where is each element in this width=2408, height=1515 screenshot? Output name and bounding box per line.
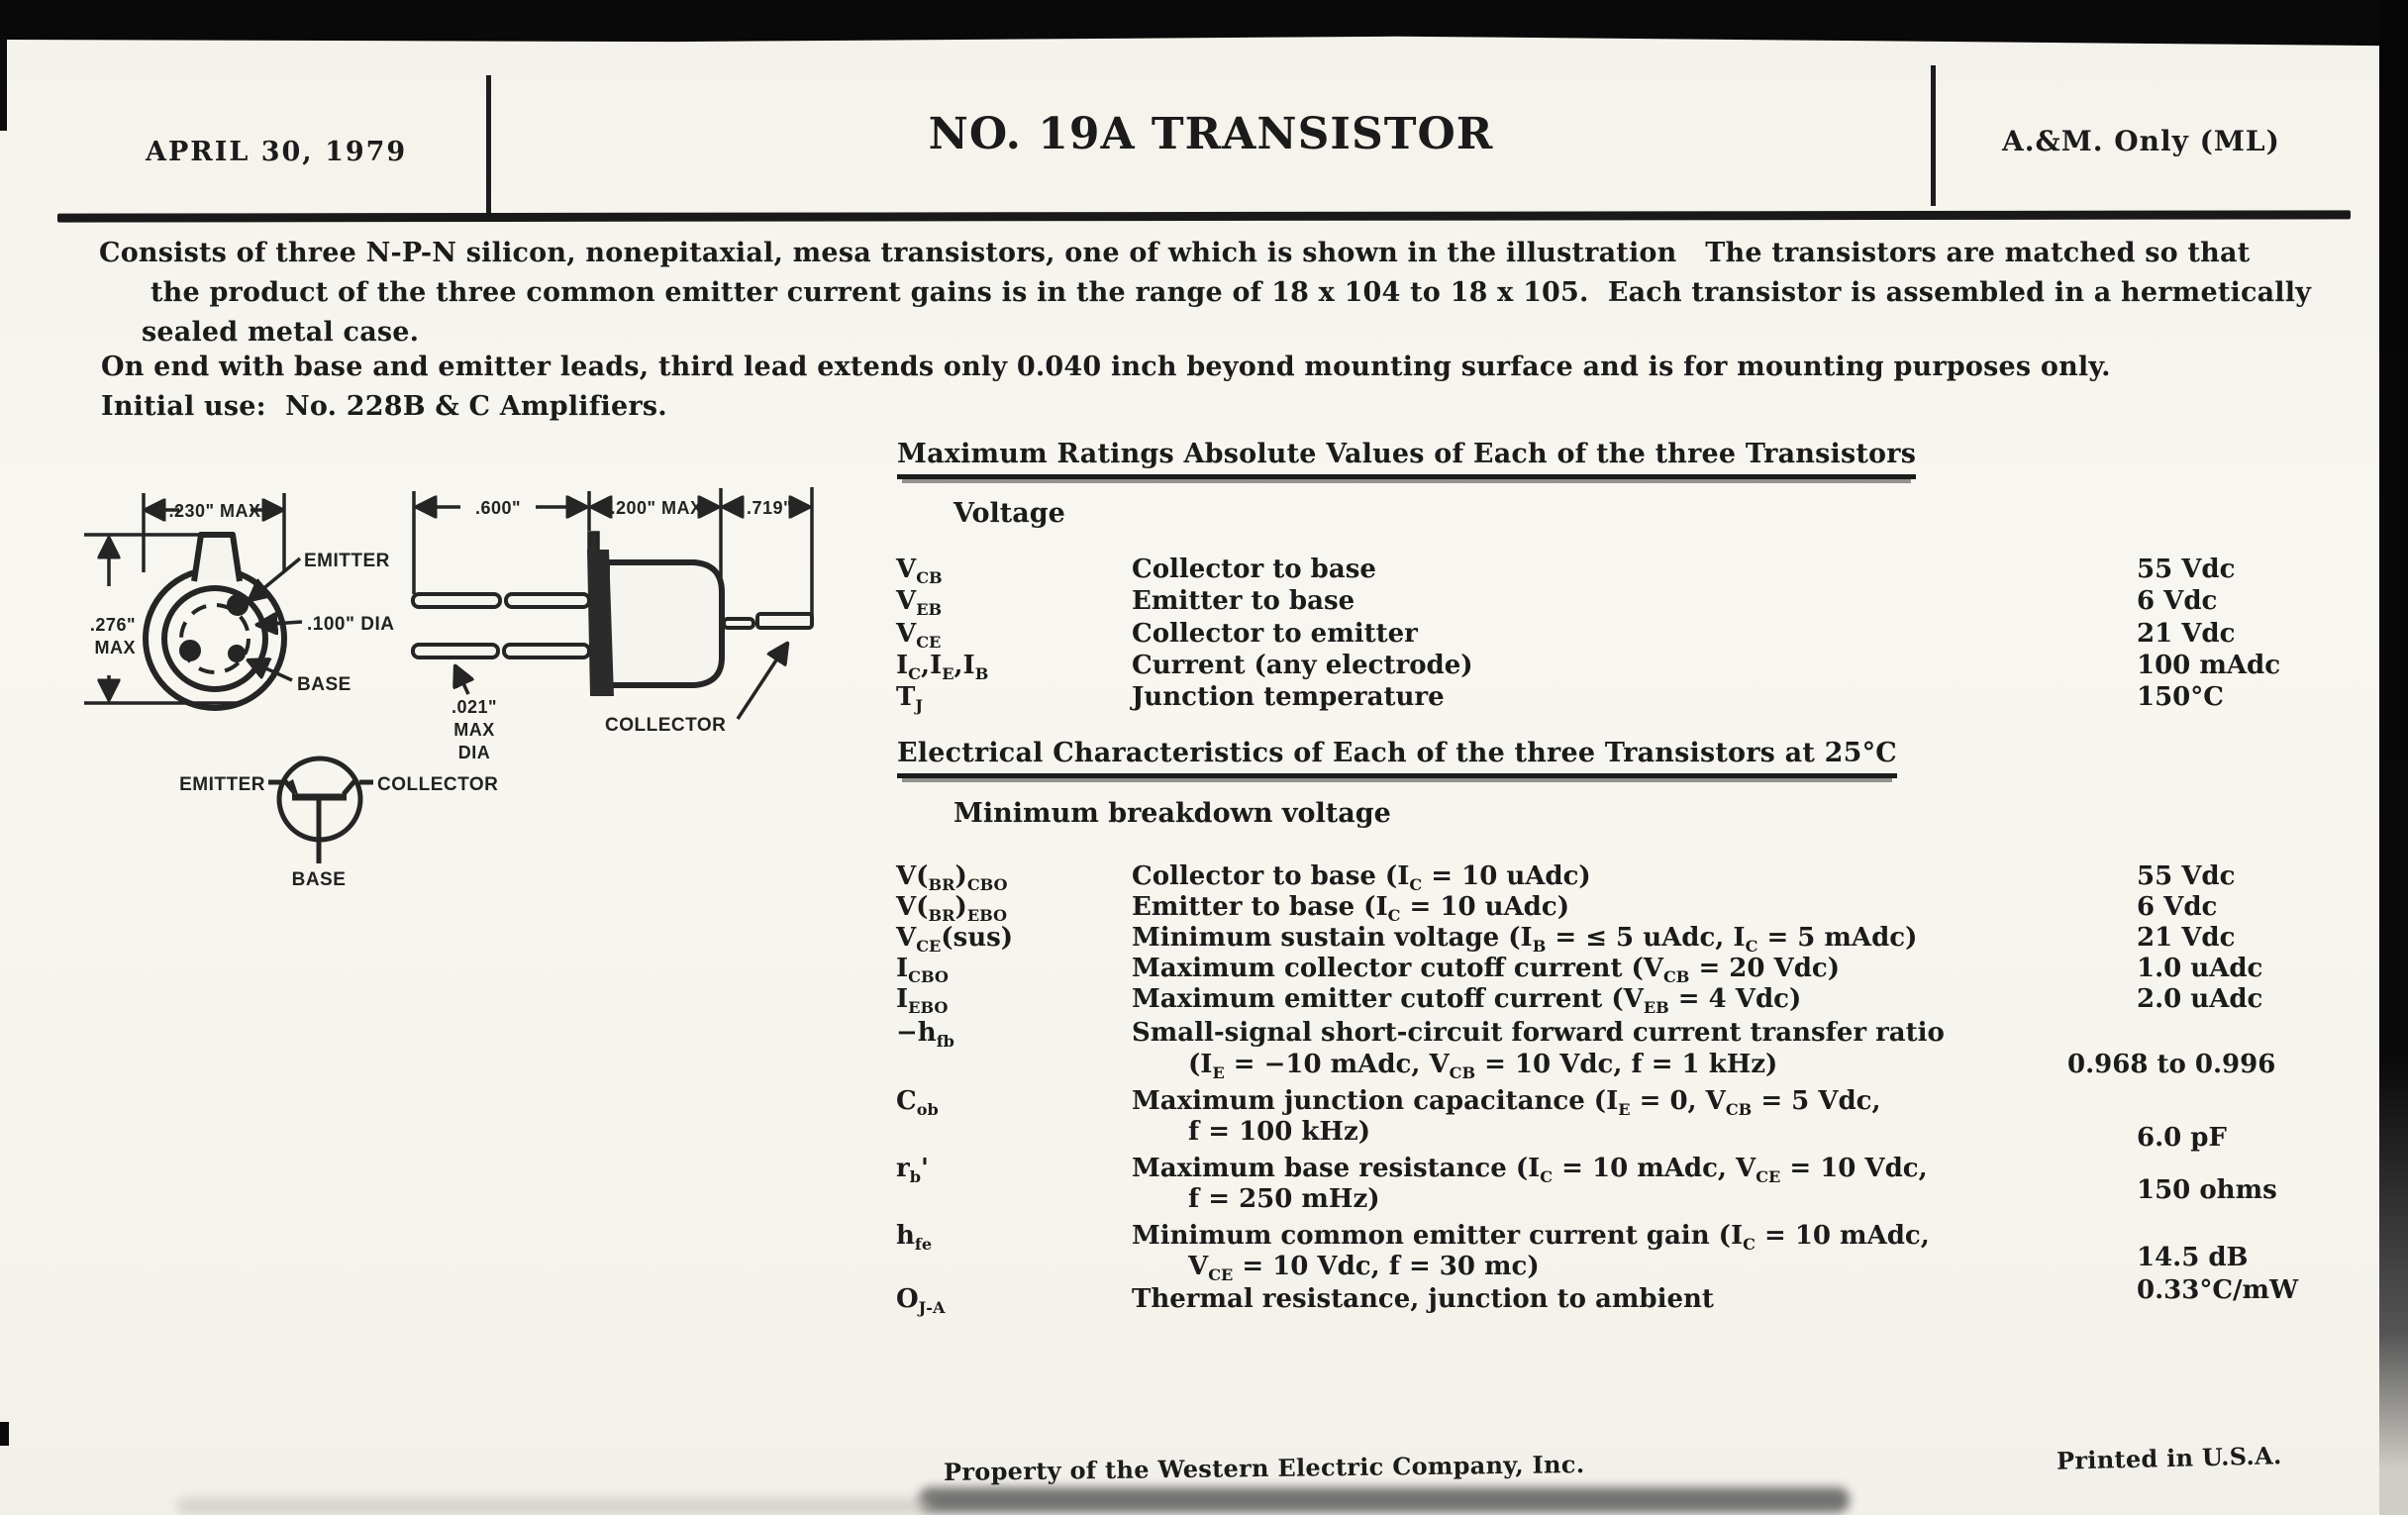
dim-height-label: MAX	[94, 638, 136, 657]
symbol-cell: $V_{CB}$	[896, 555, 943, 588]
characteristic-row	[896, 923, 2381, 957]
symbol-cell: $h_{fe}$	[896, 1221, 933, 1255]
emitter-leader	[250, 558, 300, 600]
symbol-collector-label: COLLECTOR	[377, 774, 499, 795]
collector-lead	[757, 614, 812, 628]
description-cell: Thermal resistance, junction to ambient	[1132, 1284, 1714, 1314]
symbol-cell: $T_J$	[896, 682, 923, 716]
mount-pin	[182, 643, 198, 658]
symbol-cell: $-h_{fb}$	[896, 1018, 954, 1052]
emitter-lead	[506, 594, 589, 607]
symbol-cell: $r_b'$	[896, 1154, 929, 1187]
symbol-cell: $V(_{BR})_{CBO}$	[896, 861, 1008, 895]
description-cell: Small-signal short-circuit forward current transfer ratio	[1132, 1018, 1945, 1048]
characteristic-row	[896, 1175, 2381, 1218]
can-length-dim: .200" MAX	[610, 498, 703, 518]
characteristic-row	[896, 954, 2381, 987]
scan-smudge-light	[178, 1499, 931, 1513]
symbol-base-label: BASE	[291, 869, 347, 890]
electrical-heading: Electrical Characteristics of Each of the three Transistors at 25°C	[897, 738, 1897, 778]
characteristic-row	[896, 984, 2381, 1018]
value-cell: 21 Vdc	[2137, 619, 2236, 649]
description-cell: Maximum emitter cutoff current ($V_{EB} = 4$ Vdc)	[1132, 984, 1802, 1018]
emitter-label: EMITTER	[304, 551, 390, 571]
scan-edge-left	[0, 36, 7, 131]
characteristic-row	[896, 1086, 2381, 1120]
base-label: BASE	[297, 674, 351, 695]
symbol-cell: $V_{CE}$	[896, 619, 942, 653]
description-cell: Emitter to base ($I_C = 10$ uAdc)	[1132, 892, 1569, 926]
breakdown-subheading: Minimum breakdown voltage	[953, 798, 1391, 829]
max-ratings-heading: Maximum Ratings Absolute Values of Each of the three Transistors	[897, 439, 1916, 479]
package-outline-diagram	[54, 455, 866, 951]
lead-dia-label: DIA	[457, 743, 491, 762]
collector-label: COLLECTOR	[605, 715, 727, 736]
value-cell: 150°C	[2137, 682, 2224, 712]
intro-line: the product of the three common emitter current gains is in the range of 18 x 104 to 18 x 105. Each transistor is assembled in a hermetically	[150, 277, 2312, 308]
base-lead	[413, 645, 498, 657]
rating-row	[896, 682, 2381, 716]
symbol-cell: $V_{CE}(sus)$	[896, 923, 1014, 957]
characteristic-row	[896, 892, 2381, 926]
symbol-cell: $V_{EB}$	[896, 586, 943, 620]
dim-height-label: .276"	[89, 615, 136, 635]
scan-edge-bottom-left	[0, 1422, 9, 1446]
emitter-lead	[413, 594, 500, 607]
characteristic-row	[896, 861, 2381, 895]
description-cell: Junction temperature	[1132, 682, 1445, 712]
header-classification: A.&M. Only (ML)	[2002, 125, 2280, 157]
lead-length-dim: .600"	[474, 498, 522, 518]
symbol-cell: $V(_{BR})_{EBO}$	[896, 892, 1008, 926]
intro-line: sealed metal case.	[142, 317, 420, 348]
page-title: NO. 19A TRANSISTOR	[928, 109, 1494, 159]
value-cell: 2.0 uAdc	[2137, 984, 2263, 1014]
value-cell: 6 Vdc	[2137, 586, 2218, 616]
value-cell: 100 mAdc	[2137, 651, 2281, 680]
side-view	[413, 487, 812, 762]
characteristic-row	[896, 1018, 2381, 1052]
value-cell: 1.0 uAdc	[2137, 954, 2263, 983]
can-body	[607, 562, 722, 685]
description-cell: Maximum collector cutoff current ($V_{CB} = 20$ Vdc)	[1132, 954, 1841, 987]
printed-notice: Printed in U.S.A.	[2056, 1441, 2282, 1475]
description-cell: Collector to base ($I_C = 10$ uAdc)	[1132, 861, 1591, 895]
characteristic-row	[896, 1275, 2381, 1318]
document-date: APRIL 30, 1979	[146, 137, 408, 167]
symbol-cell: $I_{EBO}$	[896, 984, 949, 1018]
base-pin	[231, 648, 243, 659]
intro-line: Initial use: No. 228B & C Amplifiers.	[101, 391, 667, 422]
description-cell: f = 100 kHz)	[1188, 1117, 1371, 1147]
value-cell: 55 Vdc	[2137, 555, 2236, 584]
description-cell: $V_{CE} = 10$ Vdc, f = 30 mc)	[1188, 1252, 1540, 1285]
header-rule	[57, 210, 2351, 222]
value-cell: 6.0 pF	[2137, 1123, 2227, 1153]
base-lead	[504, 645, 589, 657]
description-cell: Minimum sustain voltage ($I_B$ = ≤ 5 uAdc, $I_C = 5$ mAdc)	[1132, 923, 1918, 957]
description-cell: Emitter to base	[1132, 586, 1355, 616]
description-cell: f = 250 mHz)	[1188, 1184, 1380, 1214]
description-cell: Maximum base resistance ($I_C = 10$ mAdc, $V_{CE} = 10$ Vdc,	[1132, 1154, 1928, 1187]
rating-row	[896, 619, 2381, 653]
lead-dia-label: .021"	[451, 697, 498, 717]
pin-dia-label: .100" DIA	[307, 614, 395, 635]
lead-dia-label: MAX	[453, 720, 495, 740]
description-cell: Maximum junction capacitance ($I_E = 0$, $V_{CB} = 5$ Vdc,	[1132, 1086, 1881, 1120]
description-cell: Collector to emitter	[1132, 619, 1418, 649]
header-divider-left	[486, 75, 491, 214]
header-divider-right	[1931, 65, 1936, 206]
description-cell: Minimum common emitter current gain ($I_C = 10$ mAdc,	[1132, 1221, 1930, 1255]
characteristic-row	[896, 1050, 2381, 1083]
description-cell: Current (any electrode)	[1132, 651, 1473, 680]
emitter-pin	[230, 597, 246, 613]
value-cell: 21 Vdc	[2137, 923, 2236, 953]
symbol-cell: $O_{J-A}$	[896, 1284, 946, 1318]
description-cell: Collector to base	[1132, 555, 1376, 584]
characteristic-row	[896, 1117, 2381, 1151]
top-view	[84, 493, 395, 708]
value-cell: 6 Vdc	[2137, 892, 2218, 922]
scan-edge-right	[2379, 0, 2408, 1515]
value-cell: 150 ohms	[2137, 1175, 2277, 1205]
symbol-cell: $I_{CBO}$	[896, 954, 949, 987]
index-tab	[194, 535, 240, 581]
scan-edge-top	[0, 0, 2408, 53]
voltage-subheading: Voltage	[953, 498, 1065, 529]
value-cell: 14.5 dB	[2137, 1243, 2249, 1272]
collector-stub	[724, 619, 753, 628]
intro-line: Consists of three N-P-N silicon, nonepitaxial, mesa transistors, one of which is shown in the illustration The transistors are matched so that	[99, 238, 2251, 268]
description-cell: ($I_E = -10$ mAdc, $V_{CB} = 10$ Vdc, f = 1 kHz)	[1188, 1050, 1778, 1083]
symbol-cell: $I_C,I_E,I_B$	[896, 651, 989, 684]
collector-leader	[738, 644, 787, 719]
transistor-symbol	[179, 758, 498, 890]
scan-smudge	[919, 1487, 1850, 1513]
property-notice: Property of the Western Electric Company, Inc.	[943, 1450, 1585, 1486]
symbol-cell: $C_{ob}$	[896, 1086, 939, 1120]
symbol-emitter-label: EMITTER	[179, 774, 265, 795]
intro-line: On end with base and emitter leads, third lead extends only 0.040 inch beyond mounting surface and is for mounting purposes only.	[101, 352, 2111, 382]
value-cell: 0.968 to 0.996	[2067, 1050, 2276, 1079]
overall-dim: .719"	[746, 498, 793, 518]
value-cell: 55 Vdc	[2137, 861, 2236, 891]
lead-dia-leader	[455, 666, 468, 694]
rating-row	[896, 586, 2381, 620]
value-cell: 0.33°C/mW	[2137, 1275, 2299, 1305]
symbol-collector-line	[344, 781, 354, 794]
rating-row	[896, 651, 2381, 684]
rating-row	[896, 555, 2381, 588]
dim-width-label: .230" MAX	[168, 501, 261, 521]
